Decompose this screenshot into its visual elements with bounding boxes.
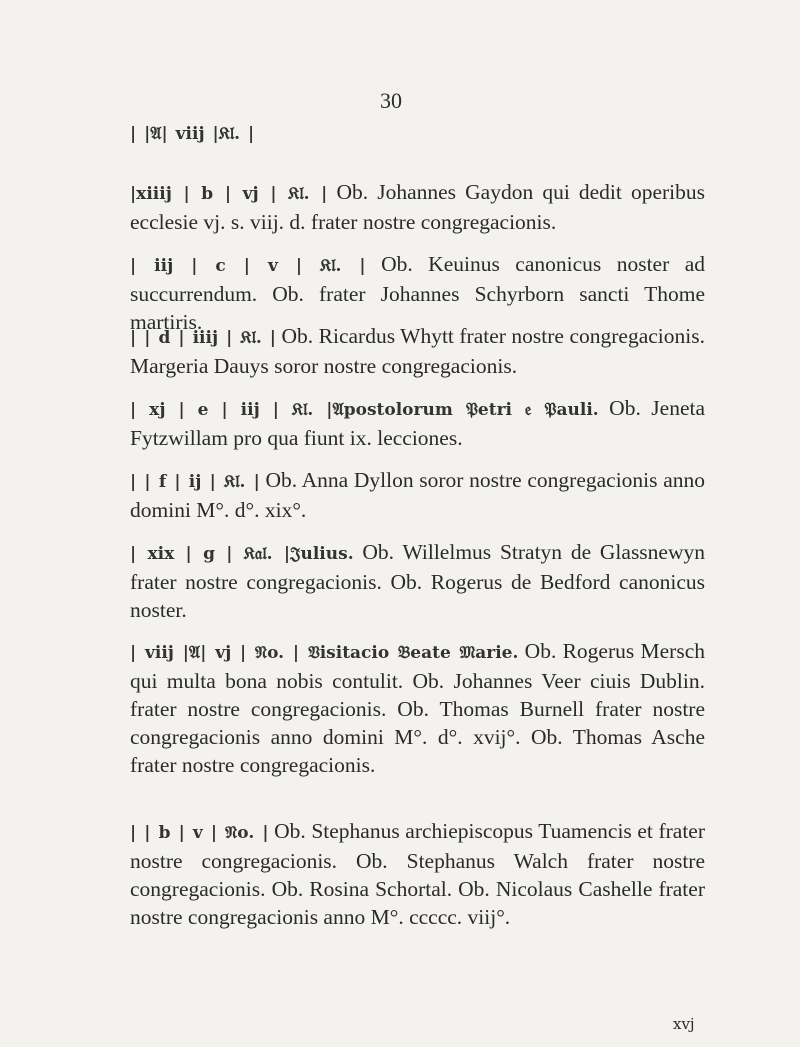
obit-entry (130, 466, 705, 524)
obit-text: Ob. Willelmus Stratyn de Glassnewyn frater nostre congregacionis. Ob. Rogerus de Bedford canonicus noster. (130, 540, 705, 622)
calendar-columns: | | f | ij | 𝔎𝔩. | (130, 472, 260, 492)
obit-entry (130, 322, 705, 380)
obit-entry (130, 178, 705, 236)
calendar-columns: | xix | g | 𝔎𝔞𝔩. |𝔍ulius. (130, 544, 354, 564)
obit-text: Ob. Rogerus Mersch qui multa bona nobis contulit. Ob. Johannes Veer ciuis Dublin. frater nostre congregacionis. Ob. Thomas Burnell frater nostre congregacionis anno domini M°. d°. xvij°. Ob. Thomas Asche frater nostre congregacionis. (130, 639, 705, 777)
obit-entry (130, 394, 705, 452)
obit-entry (130, 817, 705, 931)
obit-text: Ob. Ricardus Whytt frater nostre congregacionis. Margeria Dauys soror nostre congregacionis. (130, 324, 705, 378)
obit-text: Ob. Johannes Gaydon qui dedit operibus ecclesie vj. s. viij. d. frater nostre congregacionis. (130, 180, 706, 234)
calendar-columns: | | b | v | 𝔑o. | (130, 823, 269, 843)
calendar-header-row (130, 118, 705, 148)
obit-text: Ob. Jeneta Fytzwillam pro qua fiunt ix. lecciones. (130, 396, 705, 450)
calendar-columns: | iij | c | v | 𝔎𝔩. | (130, 256, 366, 276)
obit-entry (130, 637, 705, 779)
calendar-columns: | viij |𝔄| vj | 𝔑o. | 𝔙isitacio 𝔅eate 𝔐arie. (130, 643, 519, 663)
obit-text: Ob. Keuinus canonicus noster ad succurrendum. Ob. frater Johannes Schyrborn sancti Thome martiris. (130, 252, 706, 334)
calendar-header-text: | |𝔄| viij |𝔎𝔩. | (130, 124, 255, 144)
page-number: 30 (380, 88, 402, 113)
catchword: xvj (673, 1015, 695, 1033)
calendar-columns: |xiiij | b | vj | 𝔎𝔩. | (130, 184, 328, 204)
calendar-columns: | | d | iiij | 𝔎𝔩. | (130, 328, 276, 348)
calendar-columns: | xj | e | iij | 𝔎𝔩. |𝔄postolorum 𝔓etri 𝔢 𝔓auli. (130, 400, 599, 420)
obit-entry (130, 538, 705, 624)
obit-text: Ob. Anna Dyllon soror nostre congregacionis anno domini M°. d°. xix°. (130, 468, 705, 522)
obit-text: Ob. Stephanus archiepiscopus Tuamencis et frater nostre congregacionis. Ob. Stephanus Walch frater nostre congregacionis. Ob. Rosina Schortal. Ob. Nicolaus Cashelle frater nostre congregacionis anno M°. ccccc. viij°. (130, 819, 705, 929)
